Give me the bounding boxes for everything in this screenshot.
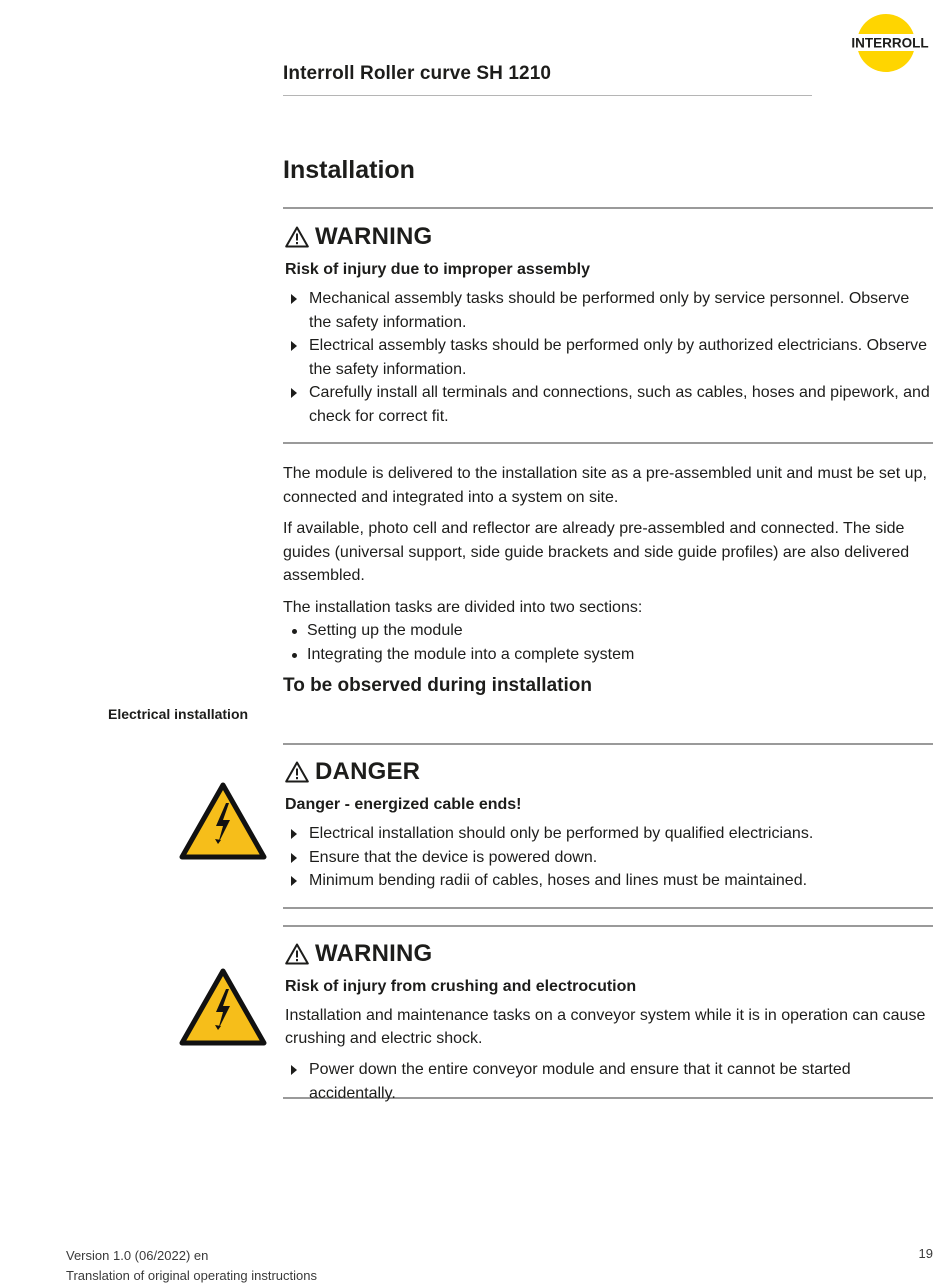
warning-box-assembly: [283, 207, 933, 444]
bullet-triangle-icon: [291, 388, 297, 398]
warning-signal-word: WARNING: [315, 223, 433, 250]
warning-box-crushing: [283, 925, 933, 1102]
header-divider: [283, 95, 812, 96]
bullet-triangle-icon: [291, 1065, 297, 1075]
interroll-logo: [844, 12, 936, 74]
section-title: Installation: [283, 156, 415, 184]
electrical-hazard-icon: [179, 968, 267, 1046]
paragraph: The module is delivered to the installation site as a pre-assembled unit and must be set up, connected and integrated into a system on site.: [283, 465, 927, 506]
warning-subtitle: Risk of injury from crushing and electrocution: [285, 978, 637, 995]
warning-description: Installation and maintenance tasks on a conveyor system while it is in operation can cause crushing and electric shock.: [285, 1007, 926, 1047]
bullet-list: [283, 619, 933, 667]
list-item: Power down the entire conveyor module and ensure that it cannot be started accidentally.: [283, 1058, 933, 1105]
paragraph: If available, photo cell and reflector are already pre-assembled and connected. The side guides (universal support, side guide brackets and side guide profiles) are also delivered assembled.: [283, 520, 910, 584]
list-item: Setting up the module: [283, 619, 933, 643]
warning-heading: [285, 940, 933, 968]
translation-note: Translation of original operating instructions: [66, 1268, 317, 1283]
danger-heading: [285, 758, 933, 786]
bullet-dot-icon: [292, 653, 297, 658]
list-item: Integrating the module into a complete system: [283, 643, 933, 667]
warning-triangle-icon: [285, 226, 309, 248]
warning-triangle-icon: [285, 943, 309, 965]
bullet-triangle-icon: [291, 853, 297, 863]
document-title: Interroll Roller curve SH 1210: [283, 63, 552, 84]
bullet-triangle-icon: [291, 341, 297, 351]
warning-triangle-icon: [285, 761, 309, 783]
list-item: Mechanical assembly tasks should be performed only by service personnel. Observe the safety information.: [283, 287, 933, 334]
page-number: 19: [918, 1246, 933, 1261]
list-item: Carefully install all terminals and connections, such as cables, hoses and pipework, and check for correct fit.: [283, 381, 933, 428]
bullet-triangle-icon: [291, 876, 297, 886]
danger-box: [283, 743, 933, 909]
version-text: Version 1.0 (06/2022) en: [66, 1248, 209, 1263]
subsection-title: To be observed during installation: [283, 675, 592, 696]
list-item: Ensure that the device is powered down.: [283, 846, 933, 870]
margin-label: Electrical installation: [108, 706, 249, 722]
danger-subtitle: Danger - energized cable ends!: [285, 796, 522, 813]
list-item: Electrical installation should only be performed by qualified electricians.: [283, 822, 933, 846]
danger-list: [283, 822, 933, 893]
bullet-dot-icon: [292, 629, 297, 634]
warning-signal-word: WARNING: [315, 940, 433, 967]
svg-text:INTERROLL: INTERROLL: [851, 35, 929, 51]
warning-subtitle: Risk of injury due to improper assembly: [285, 261, 590, 278]
warning-heading: [285, 223, 933, 251]
list-item: Electrical assembly tasks should be performed only by authorized electricians. Observe the safety information.: [283, 334, 933, 381]
paragraph: The installation tasks are divided into two sections:: [283, 598, 643, 616]
electrical-hazard-icon: [179, 782, 267, 860]
footer: [66, 1246, 317, 1286]
body-text: [283, 462, 933, 667]
warning-list: [283, 1058, 933, 1105]
bullet-triangle-icon: [291, 294, 297, 304]
bullet-triangle-icon: [291, 829, 297, 839]
danger-signal-word: DANGER: [315, 758, 421, 785]
warning-list: [283, 287, 933, 428]
list-item: Minimum bending radii of cables, hoses and lines must be maintained.: [283, 869, 933, 893]
